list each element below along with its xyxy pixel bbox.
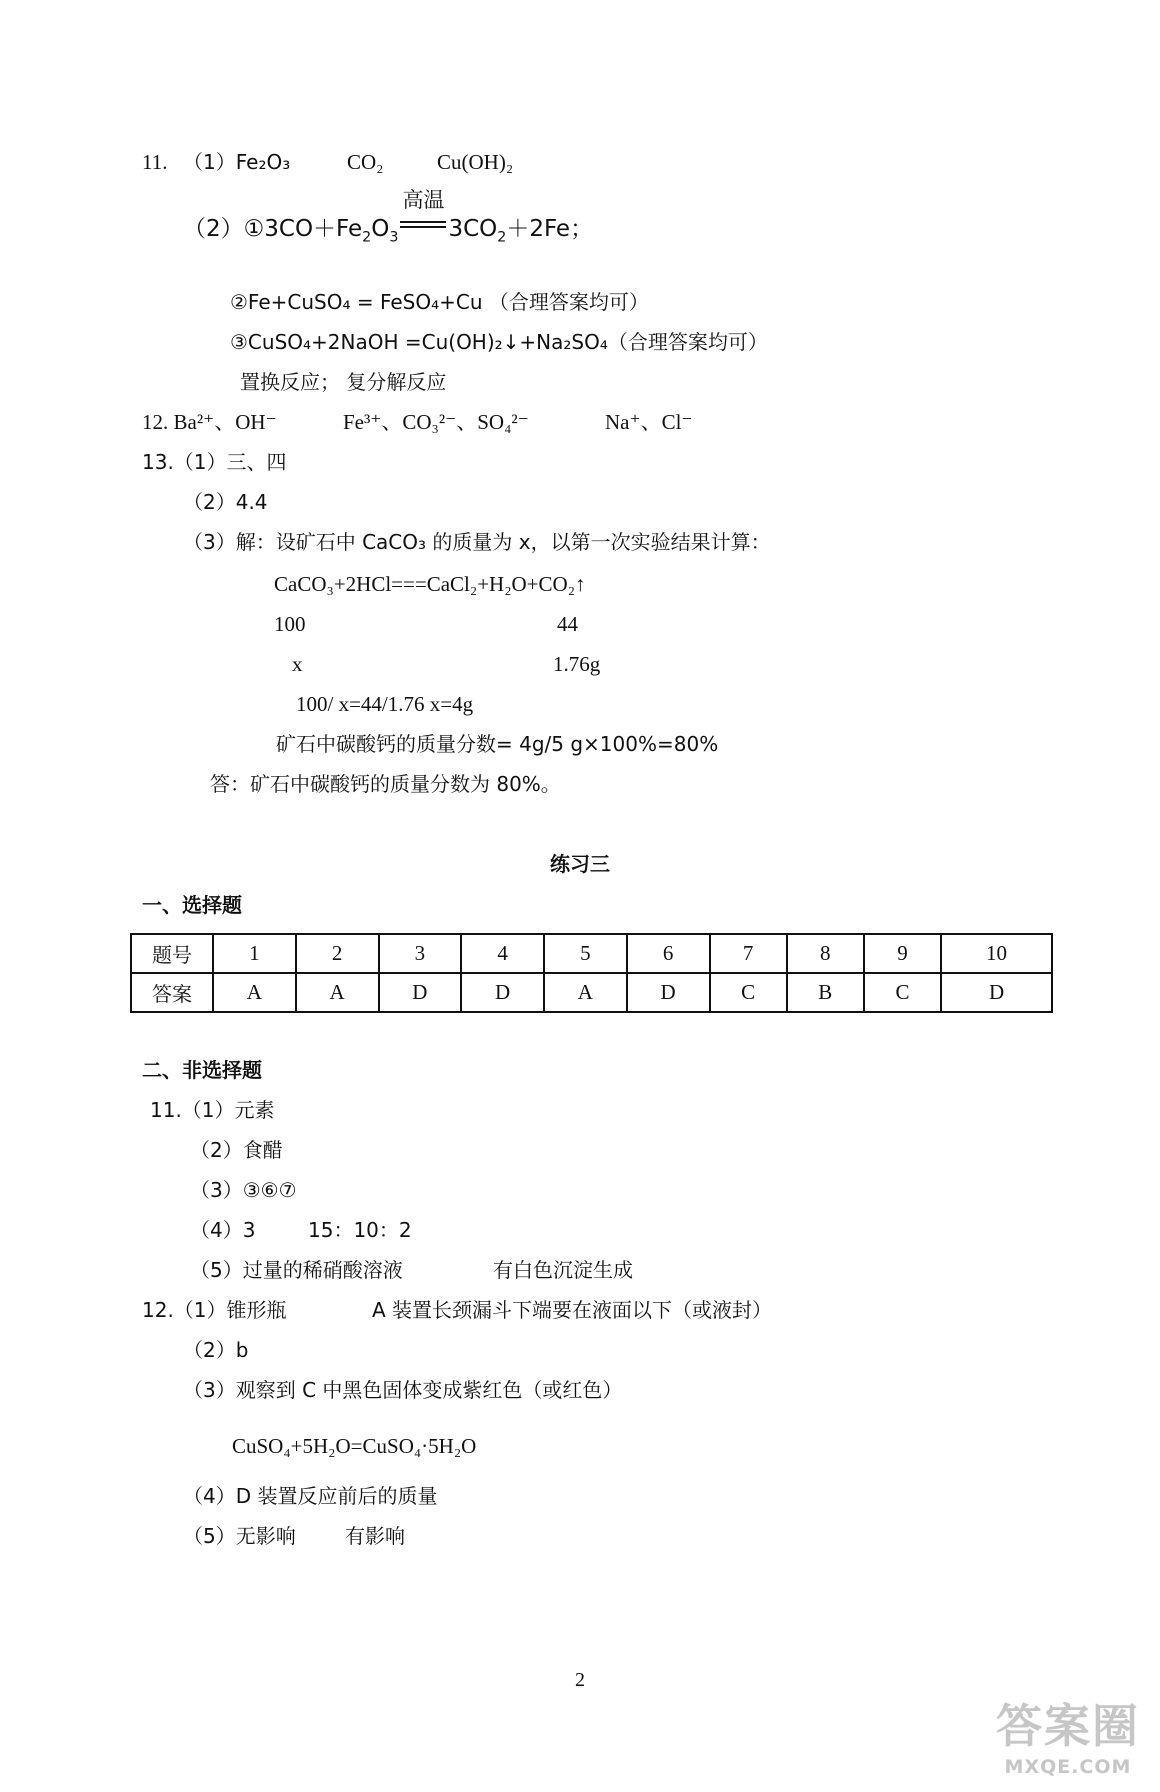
q12-ions-c: Na⁺、Cl⁻ bbox=[605, 410, 693, 434]
q11-reaction-types: 置换反应； 复分解反应 bbox=[240, 370, 447, 394]
q13-part2: （2）4.4 bbox=[183, 490, 268, 514]
q13-part1: 13.（1）三、四 bbox=[142, 450, 287, 474]
eq1-condition-text: 高温 bbox=[402, 188, 445, 212]
watermark-url: MXQE.COM bbox=[1004, 1756, 1132, 1778]
answer-table bbox=[130, 933, 1053, 1013]
table-cell: 9 bbox=[864, 934, 941, 973]
table-cell: C bbox=[864, 973, 941, 1012]
q11b-part4b: 15：10：2 bbox=[308, 1218, 412, 1242]
q13-mass-co2: 44 bbox=[557, 612, 578, 636]
watermark-logo bbox=[996, 1690, 1140, 1778]
table-cell: 10 bbox=[941, 934, 1052, 973]
table-cell: 4 bbox=[461, 934, 544, 973]
table-cell: 1 bbox=[213, 934, 296, 973]
table-cell: D bbox=[461, 973, 544, 1012]
q13-mass-caco3: 100 bbox=[274, 612, 306, 636]
eq1-end: ＋2Fe； bbox=[506, 216, 594, 242]
q13-co2-value: 1.76g bbox=[553, 652, 601, 676]
table-cell: C bbox=[710, 973, 787, 1012]
q12b-part3: （3）观察到 C 中黑色固体变成紫红色（或红色） bbox=[183, 1378, 623, 1402]
q12b-equation: CuSO₄+5H₂O=CuSO₄·5H₂O bbox=[232, 1434, 477, 1458]
q11-equation-1: $(2)①3CO+Fe_2O_3$ 高温 $3CO_2+2Fe$； bbox=[183, 188, 594, 246]
q12b-part2: （2）b bbox=[183, 1338, 249, 1362]
eq1-condition bbox=[400, 188, 446, 244]
eq1-lead: （2）①3CO＋Fe bbox=[183, 216, 363, 242]
q11b-part3: （3）③⑥⑦ bbox=[190, 1178, 297, 1202]
q13-fraction: 矿石中碳酸钙的质量分数= 4g/5 g×100%=80% bbox=[276, 732, 719, 756]
table-cell: D bbox=[941, 973, 1052, 1012]
nonchoice-heading: 二、非选择题 bbox=[142, 1058, 262, 1082]
table-cell: A bbox=[544, 973, 627, 1012]
q11-equation-2: ②Fe+CuSO₄ = FeSO₄+Cu （合理答案均可） bbox=[230, 290, 649, 314]
table-cell: A bbox=[213, 973, 296, 1012]
choice-heading: 一、选择题 bbox=[142, 893, 242, 917]
q11b-part1: 11.（1）元素 bbox=[150, 1098, 275, 1122]
table-cell: 7 bbox=[710, 934, 787, 973]
q13-part3: （3）解：设矿石中 CaCO₃ 的质量为 x，以第一次实验结果计算： bbox=[183, 530, 771, 554]
row-label-number: 题号 bbox=[131, 934, 213, 973]
q11-part1-co2: CO₂ bbox=[347, 150, 384, 174]
q11b-part2: （2）食醋 bbox=[190, 1138, 283, 1162]
table-row bbox=[131, 934, 1052, 973]
row-label-answer: 答案 bbox=[131, 973, 213, 1012]
table-cell: 3 bbox=[379, 934, 462, 973]
q13-answer: 答：矿石中碳酸钙的质量分数为 80%。 bbox=[210, 772, 561, 796]
q12b-part1a: 12.（1）锥形瓶 bbox=[142, 1298, 287, 1322]
q11b-part5b: 有白色沉淀生成 bbox=[493, 1258, 633, 1282]
watermark-logo-text: 答案圈 bbox=[996, 1699, 1140, 1753]
q11-number: 11. bbox=[142, 150, 168, 174]
section-title: 练习三 bbox=[550, 852, 610, 876]
q13-ratio: 100/ x=44/1.76 x=4g bbox=[296, 692, 474, 716]
table-cell: 2 bbox=[296, 934, 379, 973]
table-cell: 8 bbox=[787, 934, 864, 973]
q12-ions-b: Fe³⁺、CO₃²⁻、SO₄²⁻ bbox=[343, 410, 529, 434]
q11b-part5a: （5）过量的稀硝酸溶液 bbox=[190, 1258, 403, 1282]
q12b-part1b: A 装置长颈漏斗下端要在液面以下（或液封） bbox=[372, 1298, 773, 1322]
table-cell: B bbox=[787, 973, 864, 1012]
q13-equation: CaCO₃+2HCl===CaCl₂+H₂O+CO₂↑ bbox=[274, 572, 586, 596]
q11-equation-3: ③CuSO₄+2NaOH =Cu(OH)₂↓+Na₂SO₄（合理答案均可） bbox=[230, 330, 768, 354]
table-cell: D bbox=[379, 973, 462, 1012]
page-number: 2 bbox=[575, 1669, 585, 1691]
q11-part1-cuoh2: Cu(OH)₂ bbox=[437, 150, 514, 174]
table-row bbox=[131, 973, 1052, 1012]
table-cell: A bbox=[296, 973, 379, 1012]
q11-part1: （1）Fe₂O₃ bbox=[183, 150, 291, 174]
q12-ions-a: 12. Ba²⁺、OH⁻ bbox=[142, 410, 277, 434]
q12b-part5b: 有影响 bbox=[345, 1524, 405, 1548]
eq1-tail: 3CO bbox=[448, 216, 498, 242]
q11b-part4a: （4）3 bbox=[190, 1218, 256, 1242]
q12b-part4: （4）D 装置反应前后的质量 bbox=[183, 1484, 438, 1508]
table-cell: D bbox=[627, 973, 710, 1012]
table-cell: 6 bbox=[627, 934, 710, 973]
q13-x: x bbox=[292, 652, 303, 676]
table-cell: 5 bbox=[544, 934, 627, 973]
q12b-part5a: （5）无影响 bbox=[183, 1524, 296, 1548]
